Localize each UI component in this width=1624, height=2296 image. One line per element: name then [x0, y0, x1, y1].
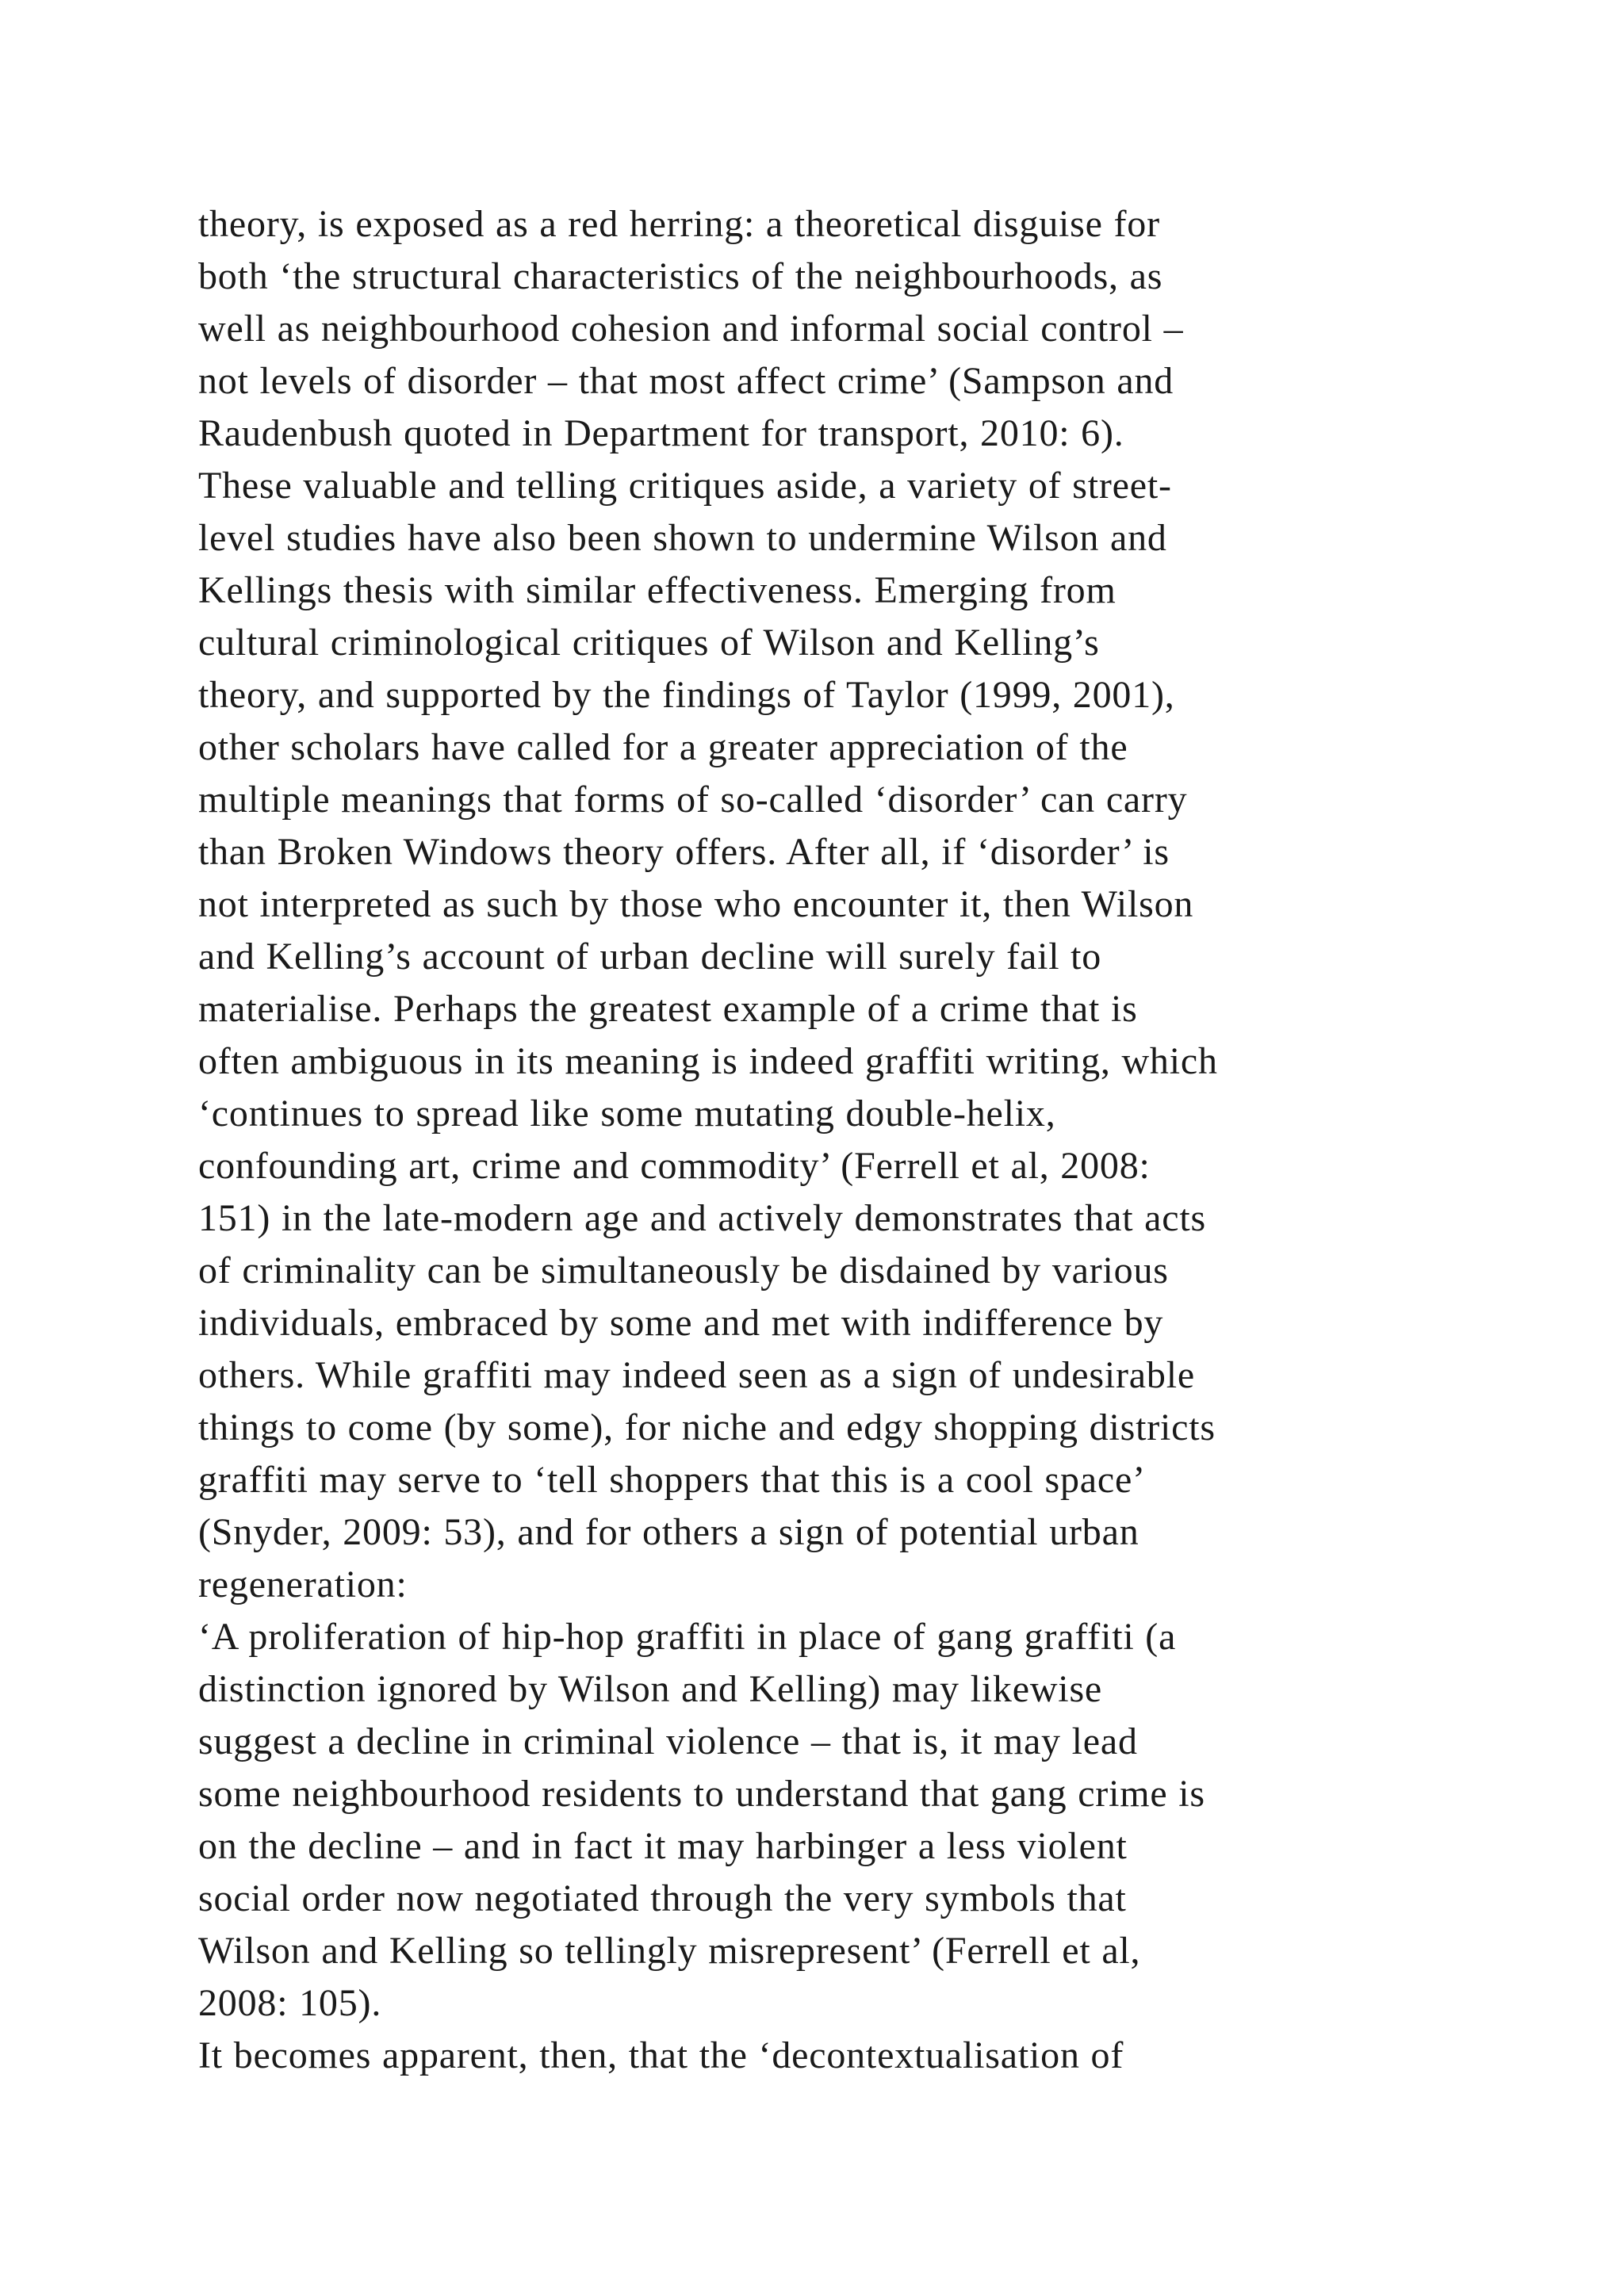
- text-line: of criminality can be simultaneously be disdained by various: [198, 1249, 1169, 1292]
- text-line: cultural criminological critiques of Wilson and Kelling’s: [198, 622, 1100, 664]
- text-line: confounding art, crime and commodity’ (Ferrell et al, 2008:: [198, 1145, 1151, 1187]
- text-line: materialise. Perhaps the greatest example of a crime that is: [198, 988, 1138, 1030]
- text-line: regeneration:: [198, 1563, 408, 1605]
- quote-line: 2008: 105).: [198, 1982, 382, 2024]
- quote-line: distinction ignored by Wilson and Kelling) may likewise: [198, 1668, 1103, 1710]
- quote-line: social order now negotiated through the very symbols that: [198, 1877, 1127, 1919]
- text-line: (Snyder, 2009: 53), and for others a sign of potential urban: [198, 1511, 1139, 1553]
- body-text: [198, 198, 1435, 2082]
- quote-line: Wilson and Kelling so tellingly misrepresent’ (Ferrell et al,: [198, 1930, 1141, 1972]
- text-line: often ambiguous in its meaning is indeed graffiti writing, which: [198, 1040, 1218, 1082]
- text-line: It becomes apparent, then, that the ‘decontextualisation of: [198, 2034, 1124, 2076]
- text-line: well as neighbourhood cohesion and informal social control –: [198, 308, 1184, 350]
- text-line: theory, is exposed as a red herring: a theoretical disguise for: [198, 203, 1160, 245]
- text-line: not interpreted as such by those who encounter it, then Wilson: [198, 883, 1194, 925]
- quote-line: some neighbourhood residents to understand that gang crime is: [198, 1773, 1205, 1815]
- text-line: Raudenbush quoted in Department for transport, 2010: 6).: [198, 412, 1124, 454]
- text-line: 151) in the late-modern age and actively demonstrates that acts: [198, 1197, 1206, 1239]
- quote-line: suggest a decline in criminal violence – that is, it may lead: [198, 1720, 1138, 1762]
- text-line: not levels of disorder – that most affect crime’ (Sampson and: [198, 360, 1174, 402]
- text-line: These valuable and telling critiques aside, a variety of street-: [198, 465, 1172, 507]
- text-line: both ‘the structural characteristics of the neighbourhoods, as: [198, 255, 1163, 297]
- text-line: others. While graffiti may indeed seen as a sign of undesirable: [198, 1354, 1195, 1396]
- text-line: theory, and supported by the findings of Taylor (1999, 2001),: [198, 674, 1175, 716]
- text-line: ‘continues to spread like some mutating double-helix,: [198, 1093, 1056, 1135]
- text-line: Kellings thesis with similar effectiveness. Emerging from: [198, 569, 1116, 611]
- text-line: and Kelling’s account of urban decline will surely fail to: [198, 936, 1102, 978]
- quote-line: on the decline – and in fact it may harbinger a less violent: [198, 1825, 1128, 1867]
- text-line: than Broken Windows theory offers. After all, if ‘disorder’ is: [198, 831, 1170, 873]
- text-line: graffiti may serve to ‘tell shoppers that this is a cool space’: [198, 1459, 1146, 1501]
- quote-line: ‘A proliferation of hip-hop graffiti in place of gang graffiti (a: [198, 1616, 1177, 1658]
- text-line: level studies have also been shown to undermine Wilson and: [198, 517, 1167, 559]
- text-line: multiple meanings that forms of so-called ‘disorder’ can carry: [198, 779, 1188, 821]
- text-line: other scholars have called for a greater appreciation of the: [198, 726, 1128, 768]
- text-line: individuals, embraced by some and met with indifference by: [198, 1302, 1164, 1344]
- text-line: things to come (by some), for niche and edgy shopping districts: [198, 1406, 1216, 1448]
